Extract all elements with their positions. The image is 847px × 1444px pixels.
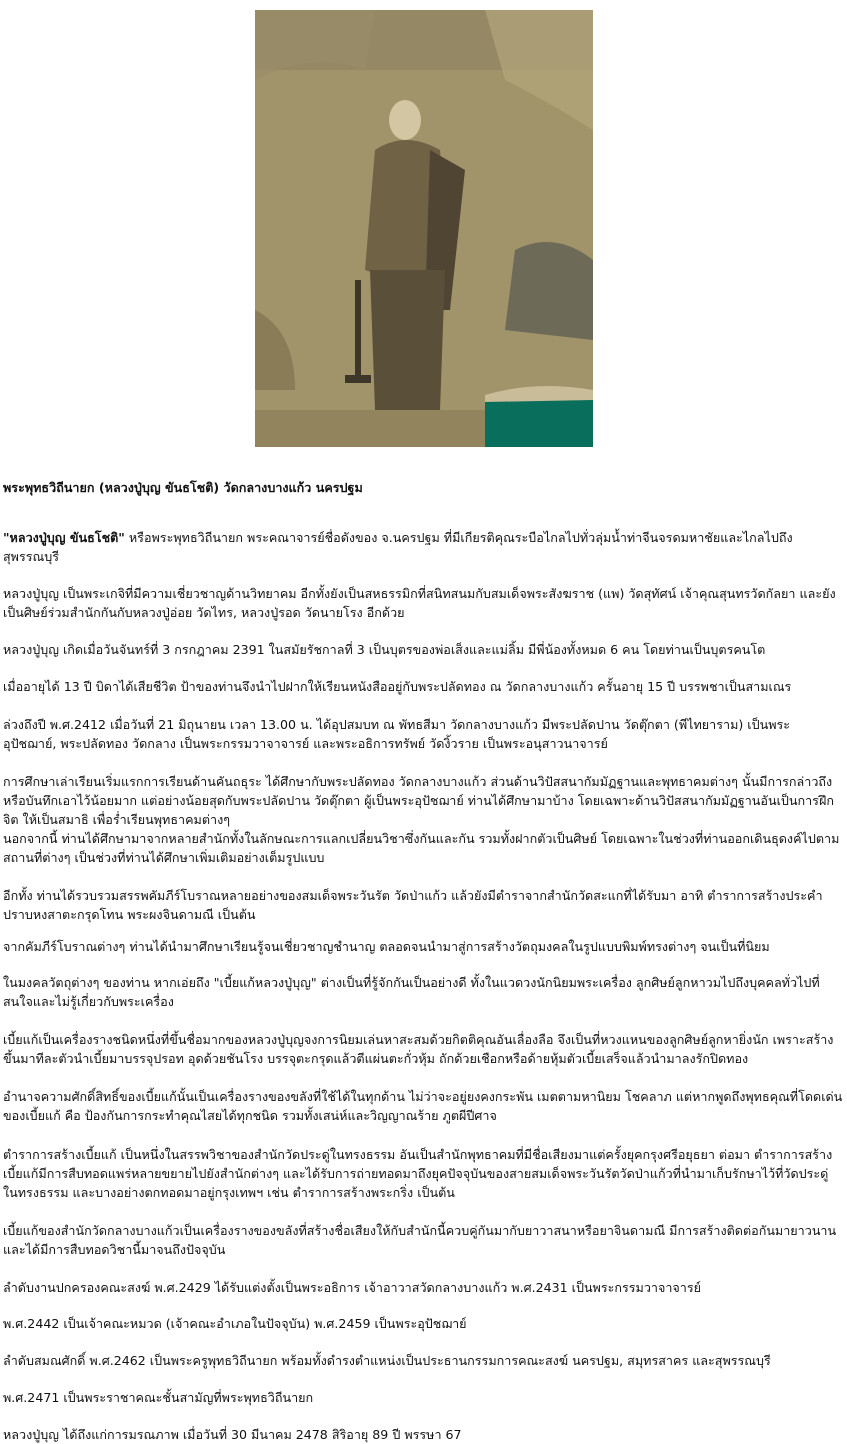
- article: [3, 478, 843, 1442]
- article-paragraph: [3, 1087, 843, 1125]
- article-paragraph: [3, 1425, 843, 1444]
- paragraph-text: จากคัมภีร์โบราณต่างๆ ท่านได้นำมาศึกษาเรียนรู้จนเชี่ยวชาญชำนาญ ตลอดจนนำมาสู่การสร้างวัตถุมงคลในรูปแบบพิมพ์ทรงต่างๆ จนเป็นที่นิยม: [3, 939, 770, 954]
- article-paragraph: [3, 528, 843, 566]
- paragraph-text: การศึกษาเล่าเรียนเริ่มแรกการเรียนด้านคันถธุระ ได้ศึกษากับพระปลัดทอง วัดกลางบางแก้ว ส่วนด้านวิปัสสนากัมมัฏฐานและพุทธาคมต่างๆ นั้นมีการกล่าวถึงหรือบันทึกเอาไว้น้อยมาก แต่อย่างน้อยสุดกับพระปลัดปาน วัดตุ๊กตา ผู้เป็นพระอุปัชฌาย์ ท่านได้ศึกษามาบ้าง โดยเฉพาะด้านวิปัสสนากัมมัฏฐานอันเป็นการฝึกจิต ให้เป็นสมาธิ เพื่อร่ำเรียนพุทธาคมต่างๆ: [3, 774, 834, 827]
- monk-photo: [255, 10, 593, 447]
- article-paragraph: [3, 1278, 843, 1297]
- paragraph-text: นอกจากนี้ ท่านได้ศึกษามาจากหลายสำนักทั้งในลักษณะการแลกเปลี่ยนวิชาซึ่งกันและกัน รวมทั้งฝากตัวเป็นศิษย์ โดยเฉพาะในช่วงที่ท่านออกเดินธุดงค์ไปตามสถานที่ต่างๆ เป็นช่วงที่ท่านได้ศึกษาเพิ่มเติมอย่างเต็มรูปแบบ: [3, 831, 840, 865]
- article-paragraph: [3, 1314, 843, 1333]
- article-paragraph: [3, 1388, 843, 1407]
- paragraph-text: อีกทั้ง ท่านได้รวบรวมสรรพคัมภีร์โบราณหลายอย่างของสมเด็จพระวันรัต วัดป่าแก้ว แล้วยังมีตำราจากสำนักวัดสะแกที่ได้รับมา อาทิ ตำราการสร้างประคำปราบหงสาตะกรุดโทน พระผงจินดามณี เป็นต้น: [3, 888, 823, 922]
- article-paragraph: [3, 1351, 843, 1370]
- article-paragraph: [3, 677, 843, 696]
- paragraph-text: เบี้ยแก้ของสำนักวัดกลางบางแก้วเป็นเครื่องรางของขลังที่สร้างชื่อเสียงให้กับสำนักนี้ควบคู่กันมากับยาวาสนาหรือยาจินดามณี มีการสร้างติดต่อกันมายาวนาน และได้มีการสืบทอดวิชานี้มาจนถึงปัจจุบัน: [3, 1223, 837, 1257]
- paragraph-text: ล่วงถึงปี พ.ศ.2412 เมื่อวันที่ 21 มิถุนายน เวลา 13.00 น. ได้อุปสมบท ณ พัทธสีมา วัดกลางบางแก้ว มีพระปลัดปาน วัดตุ๊กตา (พีไทยาราม) เป็นพระอุปัชฌาย์, พระปลัดทอง วัดกลาง เป็นพระกรรมวาจาจารย์ และพระอธิการทรัพย์ วัดงิ้วราย เป็นพระอนุสาวนาจารย์: [3, 717, 791, 751]
- paragraph-text: หลวงปู่บุญ เกิดเมื่อวันจันทร์ที่ 3 กรกฎาคม 2391 ในสมัยรัชกาลที่ 3 เป็นบุตรของพ่อเส็งและแม่ลิ้ม มีพี่น้องทั้งหมด 6 คน โดยท่านเป็นบุตรคนโต: [3, 642, 766, 657]
- paragraph-text: เบี้ยแก้เป็นเครื่องรางชนิดหนึ่งที่ขึ้นชื่อมากของหลวงปู่บุญจงการนิยมเล่นหาสะสมด้วยกิตติคุณอันเลื่องลือ จึงเป็นที่หวงแหนของลูกศิษย์ลูกหายิ่งนัก เพราะสร้างขึ้นมาทีละตัวนำเบี้ยมาบรรจุปรอท อุดด้วยชันโรง บรรจุตะกรุดแล้วตีแผ่นตะกั่วหุ้ม ถักด้วยเชือกหรือด้ายหุ้มตัวเบี้ยเสร็จแล้วนำมาลงรักปิดทอง: [3, 1032, 834, 1066]
- article-paragraph: [3, 640, 843, 659]
- article-paragraph: [3, 584, 843, 622]
- article-paragraph: [3, 886, 843, 924]
- paragraph-text: ตำราการสร้างเบี้ยแก้ เป็นหนึ่งในสรรพวิชาของสำนักวัดประดู่ในทรงธรรม อันเป็นสำนักพุทธาคมที่มีชื่อเสียงมาแต่ครั้งยุคกรุงศรีอยุธยา ต่อมา ตำราการสร้างเบี้ยแก้มีการสืบทอดแพร่หลายขยายไปยังสำนักต่างๆ และได้รับการถ่ายทอดมาถึงยุคปัจจุบันของสายสมเด็จพระวันรัตวัดป่าแก้วที่นำมาเก็บรักษาไว้ที่วัดประดู่ในทรงธรรม และบางอย่างตกทอดมาอยู่กรุงเทพฯ เช่น ตำราการสร้างพระกริ่ง เป็นต้น: [3, 1147, 833, 1200]
- article-paragraph: [3, 1221, 843, 1259]
- monk-photo-illustration: [255, 10, 593, 447]
- article-paragraph: [3, 772, 843, 829]
- article-paragraph: [3, 715, 843, 753]
- paragraph-text: ลำดับงานปกครองคณะสงฆ์ พ.ศ.2429 ได้รับแต่งตั้งเป็นพระอธิการ เจ้าอาวาสวัดกลางบางแก้ว พ.ศ.2431 เป็นพระกรรมวาจาจารย์: [3, 1280, 702, 1295]
- paragraph-text: พ.ศ.2442 เป็นเจ้าคณะหมวด (เจ้าคณะอำเภอในปัจจุบัน) พ.ศ.2459 เป็นพระอุปัชฌาย์: [3, 1316, 467, 1331]
- paragraph-text: อำนาจความศักดิ์สิทธิ์ของเบี้ยแก้นั้นเป็นเครื่องรางของขลังที่ใช้ได้ในทุกด้าน ไม่ว่าจะอยู่ยงคงกระพัน เมตตามหานิยม โชคลาภ แต่หากพูดถึงพุทธคุณที่โดดเด่นของเบี้ยแก้ คือ ป้องกันการกระทำคุณไสยได้ทุกชนิด รวมทั้งเสน่ห์และวิญญาณร้าย ภูตผีปีศาจ: [3, 1089, 843, 1123]
- article-paragraph: [3, 1030, 843, 1068]
- paragraph-text: ลำดับสมณศักดิ์ พ.ศ.2462 เป็นพระครูพุทธวิถีนายก พร้อมทั้งดำรงตำแหน่งเป็นประธานกรรมการคณะสงฆ์ นครปฐม, สมุทรสาคร และสุพรรณบุรี: [3, 1353, 771, 1368]
- article-paragraph: [3, 937, 843, 956]
- article-paragraph: [3, 973, 843, 1011]
- paragraph-text: หลวงปู่บุญ เป็นพระเกจิที่มีความเชี่ยวชาญด้านวิทยาคม อีกทั้งยังเป็นสหธรรมิกที่สนิทสนมกับสมเด็จพระสังฆราช (แพ) วัดสุทัศน์ เจ้าคุณสุนทรวัดกัลยา และยังเป็นศิษย์ร่วมสำนักกันกับหลวงปู่อ่อย วัดไทร, หลวงปู่รอด วัดนายโรง อีกด้วย: [3, 586, 836, 620]
- paragraph-text: หลวงปู่บุญ ได้ถึงแก่การมรณภาพ เมื่อวันที่ 30 มีนาคม 2478 สิริอายุ 89 ปี พรรษา 67: [3, 1427, 462, 1442]
- article-paragraph: [3, 1145, 843, 1202]
- article-title: พระพุทธวิถีนายก (หลวงปู่บุญ ขันธโชติ) วัดกลางบางแก้ว นครปฐม: [3, 480, 363, 495]
- paragraph-text: ในมงคลวัตถุต่างๆ ของท่าน หากเอ่ยถึง "เบี้ยแก้หลวงปู่บุญ" ต่างเป็นที่รู้จักกันเป็นอย่างดี ทั้งในแวดวงนักนิยมพระเครื่อง ลูกศิษย์ลูกหาวมไปถึงบุคคลทั่วไปที่สนใจและไม่รู้เกี่ยวกับพระเครื่อง: [3, 975, 820, 1009]
- article-paragraph: [3, 829, 843, 867]
- paragraph-text: พ.ศ.2471 เป็นพระราชาคณะชั้นสามัญที่พระพุทธวิถีนายก: [3, 1390, 314, 1405]
- paragraph-emphasis: "หลวงปู่บุญ ขันธโชติ": [3, 530, 125, 545]
- paragraph-text: หรือพระพุทธวิถีนายก พระคณาจารย์ชื่อดังของ จ.นครปฐม ที่มีเกียรติคุณระบือไกลไปทั่วลุ่มน้ำท่าจีนจรดมหาชัยและไกลไปถึงสุพรรณบุรี: [3, 530, 793, 564]
- paragraph-text: เมื่ออายุได้ 13 ปี บิดาได้เสียชีวิต ป้าของท่านจึงนำไปฝากให้เรียนหนังสืออยู่กับพระปลัดทอง ณ วัดกลางบางแก้ว ครั้นอายุ 15 ปี บรรพชาเป็นสามเณร: [3, 679, 792, 694]
